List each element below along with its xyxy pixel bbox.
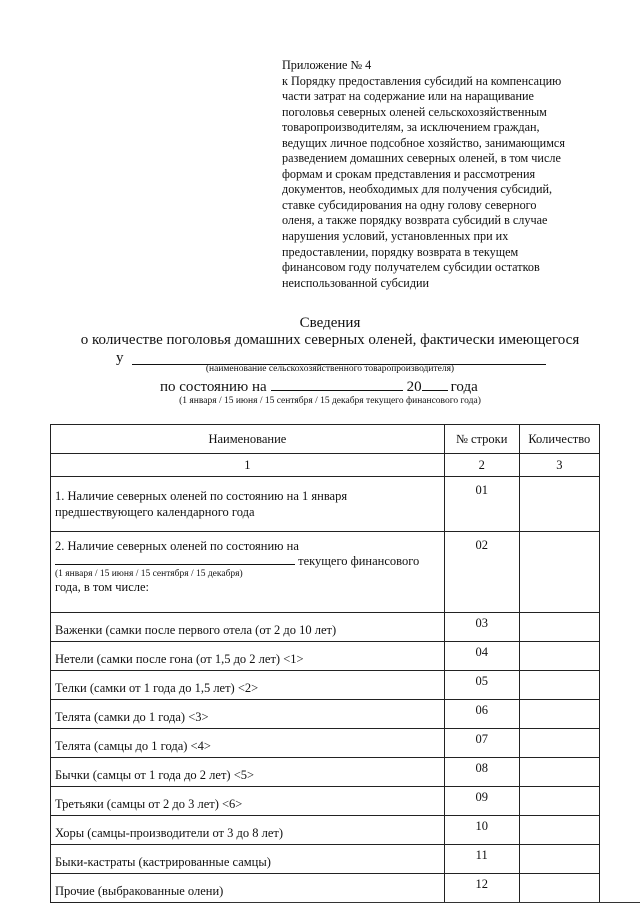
appendix-line: документов, необходимых для получения субсидий, xyxy=(282,182,553,197)
row-name xyxy=(51,532,445,613)
row-code: 05 xyxy=(444,671,519,700)
row-name-line: года, в том числе: xyxy=(55,580,150,594)
table-row xyxy=(51,729,600,758)
row-code: 04 xyxy=(444,642,519,671)
column-number: 2 xyxy=(444,454,519,477)
livestock-table xyxy=(50,424,600,903)
row-date-note: (1 января / 15 июня / 15 сентября / 15 декабря) xyxy=(55,569,243,579)
header-name: Наименование xyxy=(51,425,445,454)
row-code: 07 xyxy=(444,729,519,758)
appendix-line: ведущих личное подсобное хозяйство, занимающимся xyxy=(282,135,565,150)
row-quantity-cell[interactable] xyxy=(519,874,599,903)
table-row xyxy=(51,845,600,874)
appendix-text xyxy=(282,74,602,292)
table-row xyxy=(51,816,600,845)
date-blank-field[interactable] xyxy=(55,554,295,565)
row-name: Телки (самки от 1 года до 1,5 лет) <2> xyxy=(51,671,445,700)
document-title: Сведения xyxy=(299,315,361,331)
row-name: Хоры (самцы-производители от 3 до 8 лет) xyxy=(51,816,445,845)
year-suffix: года xyxy=(450,379,478,395)
appendix-line: нарушения условий, установленных при их xyxy=(282,229,509,244)
row-quantity-cell[interactable] xyxy=(519,729,599,758)
row-quantity-cell[interactable] xyxy=(519,758,599,787)
row-name: Быки-кастраты (кастрированные самцы) xyxy=(51,845,445,874)
table-header-row xyxy=(51,425,600,454)
row-name: Бычки (самцы от 1 года до 2 лет) <5> xyxy=(51,758,445,787)
row-quantity-cell[interactable] xyxy=(519,845,599,874)
page-bottom-rule xyxy=(230,902,640,903)
table-row xyxy=(51,642,600,671)
row-code: 09 xyxy=(444,787,519,816)
row-code: 12 xyxy=(444,874,519,903)
producer-note: (наименование сельскохозяйственного товаропроизводителя) xyxy=(205,364,455,374)
year-field[interactable] xyxy=(422,378,448,391)
appendix-title: Приложение № 4 xyxy=(282,58,372,72)
appendix-line: неиспользованной субсидии xyxy=(282,275,430,290)
row-code: 11 xyxy=(444,845,519,874)
row-quantity-cell[interactable] xyxy=(519,532,599,613)
table-row xyxy=(51,532,600,613)
appendix-line: разведением домашних северных оленей, в том числе xyxy=(282,151,561,166)
appendix-line: финансовом году получателем субсидии остатков xyxy=(282,260,540,275)
row-quantity-cell[interactable] xyxy=(519,477,599,532)
row-code: 06 xyxy=(444,700,519,729)
document-subtitle: о количестве поголовья домашних северных оленей, фактически имеющегося xyxy=(80,332,580,348)
appendix-line: к Порядку предоставления субсидий на компенсацию xyxy=(282,73,562,88)
row-name: Телята (самцы до 1 года) <4> xyxy=(51,729,445,758)
year-prefix: 20 xyxy=(406,379,422,395)
date-note: (1 января / 15 июня / 15 сентября / 15 декабря текущего финансового года) xyxy=(179,396,481,406)
appendix-line: предоставлении, порядку возврата в текущем xyxy=(282,244,519,259)
appendix-line: поголовья северных оленей сельскохозяйственным xyxy=(282,104,547,119)
row-quantity-cell[interactable] xyxy=(519,613,599,642)
row-name-line xyxy=(55,554,440,569)
row-code: 03 xyxy=(444,613,519,642)
row-code: 01 xyxy=(444,477,519,532)
row-quantity-cell[interactable] xyxy=(519,816,599,845)
table-row xyxy=(51,671,600,700)
column-number-row xyxy=(51,454,600,477)
row-name: Нетели (самки после гона (от 1,5 до 2 лет) <1> xyxy=(51,642,445,671)
table-row xyxy=(51,874,600,903)
sub-rows xyxy=(51,613,600,903)
column-number: 3 xyxy=(519,454,599,477)
asof-line xyxy=(160,378,478,396)
appendix-block xyxy=(282,58,602,291)
appendix-line: оленя, а также порядку возврата субсидий в случае xyxy=(282,213,548,228)
row-quantity-cell[interactable] xyxy=(519,787,599,816)
row-code: 08 xyxy=(444,758,519,787)
row-name: Телята (самки до 1 года) <3> xyxy=(51,700,445,729)
row-name-line: предшествующего календарного года xyxy=(55,505,255,519)
row-quantity-cell[interactable] xyxy=(519,671,599,700)
column-number: 1 xyxy=(51,454,445,477)
row-name xyxy=(51,477,445,532)
asof-prefix: по состоянию на xyxy=(160,379,267,395)
table-row xyxy=(51,613,600,642)
header-row-number: № строки xyxy=(444,425,519,454)
table-row xyxy=(51,477,600,532)
appendix-line: товаропроизводителям, за исключением граждан, xyxy=(282,120,540,135)
row-name: Важенки (самки после первого отела (от 2 до 10 лет) xyxy=(51,613,445,642)
row-code: 02 xyxy=(444,532,519,613)
row-name-fragment: текущего финансового xyxy=(298,554,420,568)
producer-prefix: у xyxy=(116,350,124,366)
row-name: Третьяки (самцы от 2 до 3 лет) <6> xyxy=(51,787,445,816)
table-row xyxy=(51,758,600,787)
row-code: 10 xyxy=(444,816,519,845)
appendix-line: части затрат на содержание или на наращивание xyxy=(282,89,534,104)
asof-date-field[interactable] xyxy=(271,378,403,391)
row-quantity-cell[interactable] xyxy=(519,700,599,729)
row-name-line: 2. Наличие северных оленей по состоянию на xyxy=(55,539,299,553)
row-name-line: 1. Наличие северных оленей по состоянию на 1 января xyxy=(55,489,348,503)
table-row xyxy=(51,787,600,816)
appendix-line: формам и срокам представления и рассмотрения xyxy=(282,166,536,181)
header-quantity: Количество xyxy=(519,425,599,454)
table-row xyxy=(51,700,600,729)
row-name: Прочие (выбракованные олени) xyxy=(51,874,445,903)
row-quantity-cell[interactable] xyxy=(519,642,599,671)
appendix-line: ставке субсидирования на одну голову северного xyxy=(282,197,537,212)
